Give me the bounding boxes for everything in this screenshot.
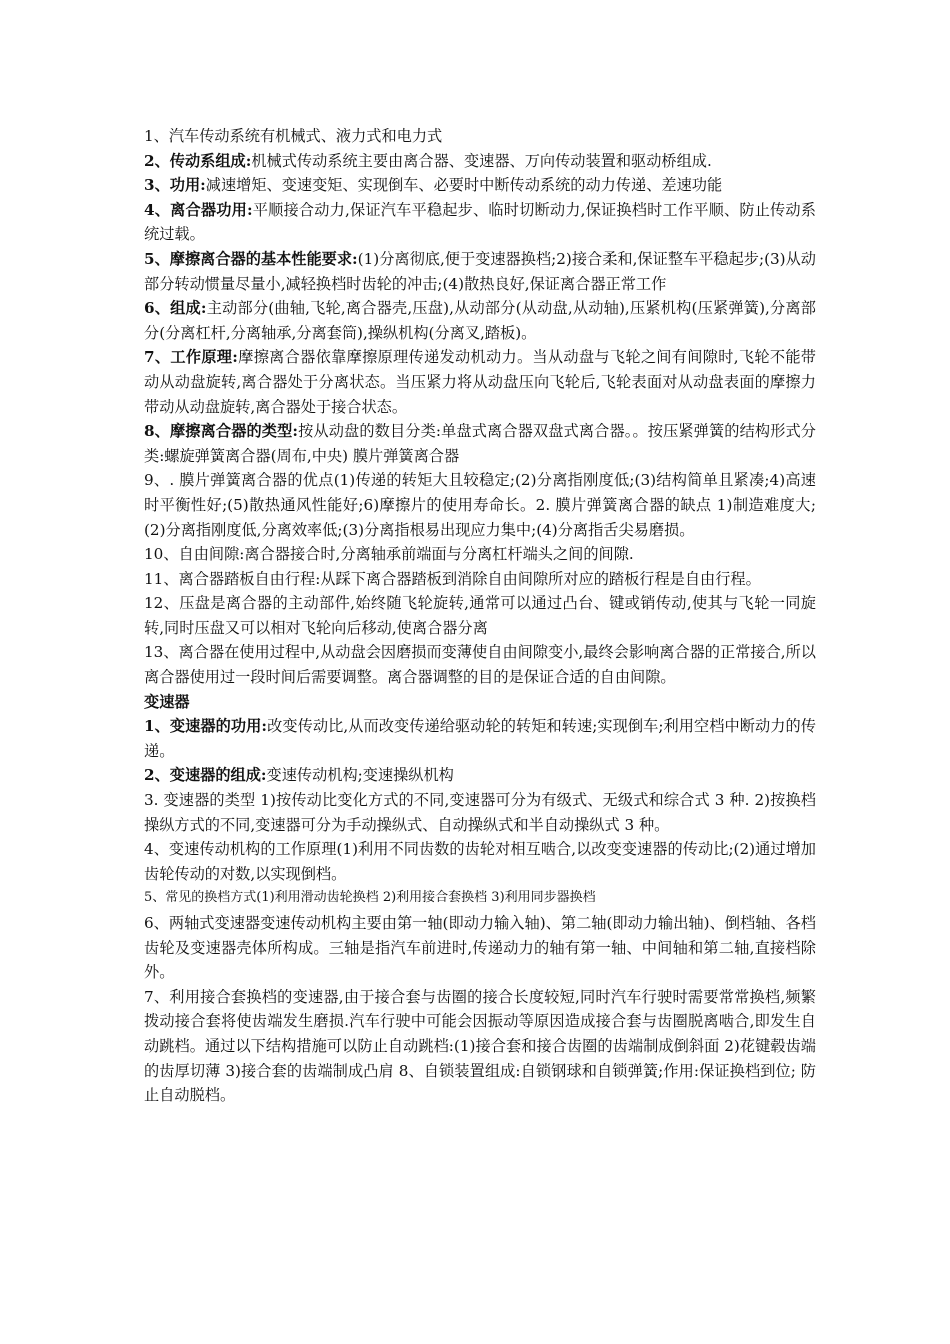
paragraph-2: 2、传动系组成:机械式传动系统主要由离合器、变速器、万向传动装置和驱动桥组成. [144,151,712,170]
paragraph-1: 1、汽车传动系统有机械式、液力式和电力式 [144,127,443,145]
paragraph-t3: 3. 变速器的类型 1)按传动比变化方式的不同,变速器可分为有级式、无级式和综合式 3 种. 2)按换档操纵方式的不同,变速器可分为手动操纵式、自动操纵式和半自动操纵式 3 种。 [144,791,816,834]
paragraph-4: 4、离合器功用:平顺接合动力,保证汽车平稳起步、临时切断动力,保证换档时工作平顺、防止传动系统过载。 [144,200,816,244]
paragraph-13: 13、离合器在使用过程中,从动盘会因磨损而变薄使自由间隙变小,最终会影响离合器的正常接合,所以离合器使用过一段时间后需要调整。离合器调整的目的是保证合适的自由间隙。 [144,643,816,687]
section-heading-transmission: 变速器 [144,692,190,711]
paragraph-t4: 4、变速传动机构的工作原理(1)利用不同齿数的齿轮对相互啮合,以改变变速器的传动比;(2)通过增加齿轮传动的对数,以实现倒档。 [144,840,816,883]
document-body [144,124,816,1108]
paragraph-6: 6、组成:主动部分(曲轴,飞轮,离合器壳,压盘),从动部分(从动盘,从动轴),压紧机构(压紧弹簧),分离部分(分离杠杆,分离轴承,分离套筒),操纵机构(分离叉,踏板)。 [144,299,816,342]
paragraph-t7: 7、利用接合套换档的变速器,由于接合套与齿圈的接合长度较短,同时汽车行驶时需要常常换档,频繁拨动接合套将使齿端发生磨损.汽车行驶中可能会因振动等原因造成接合套与齿圈脱离啮合,即发生自动跳档。通过以下结构措施可以防止自动跳档:(1)接合套和接合齿圈的齿端制成倒斜面 2)花键毂齿端的齿厚切薄 3)接合套的齿端制成凸肩 8、自锁装置组成:自锁钢球和自锁弹簧;作用:保证换档到位; 防止自动脱档。 [144,987,816,1105]
paragraph-t2: 2、变速器的组成:变速传动机构;变速操纵机构 [144,766,454,785]
paragraph-7: 7、工作原理:摩擦离合器依靠摩擦原理传递发动机动力。当从动盘与飞轮之间有间隙时,飞轮不能带动从动盘旋转,离合器处于分离状态。当压紧力将从动盘压向飞轮后,飞轮表面对从动盘表面的摩擦力带动从动盘旋转,离合器处于接合状态。 [144,348,816,416]
paragraph-3: 3、功用:减速增矩、变速变矩、实现倒车、必要时中断传动系统的动力传递、差速功能 [144,176,723,195]
paragraph-t1: 1、变速器的功用:改变传动比,从而改变传递给驱动轮的转矩和转速;实现倒车;利用空档中断动力的传递。 [144,717,816,760]
paragraph-12: 12、压盘是离合器的主动部件,始终随飞轮旋转,通常可以通过凸台、键或销传动,使其与飞轮一同旋转,同时压盘又可以相对飞轮向后移动,使离合器分离 [144,594,816,637]
paragraph-t5: 5、常见的换档方式(1)利用滑动齿轮换档 2)利用接合套换档 3)利用同步器换档 [144,890,596,906]
paragraph-9: 9、. 膜片弹簧离合器的优点(1)传递的转矩大且较稳定;(2)分离指刚度低;(3)结构简单且紧凑;4)高速时平衡性好;(5)散热通风性能好;6)摩擦片的使用寿命长。2. 膜片弹簧离合器的缺点 1)制造难度大;(2)分离指刚度低,分离效率低;(3)分离指根易出现应力集中;(4)分离指舌尖易磨损。 [144,471,816,539]
paragraph-11: 11、离合器踏板自由行程:从踩下离合器踏板到消除自由间隙所对应的踏板行程是自由行程。 [144,569,761,588]
paragraph-t6: 6、两轴式变速器变速传动机构主要由第一轴(即动力输入轴)、第二轴(即动力输出轴)、倒档轴、各档齿轮及变速器壳体所构成。三轴是指汽车前进时,传递动力的轴有第一轴、中间轴和第二轴,直接档除外。 [144,914,816,982]
paragraph-10: 10、自由间隙:离合器接合时,分离轴承前端面与分离杠杆端头之间的间隙. [144,545,634,564]
paragraph-5: 5、摩擦离合器的基本性能要求:(1)分离彻底,便于变速器换档;2)接合柔和,保证整车平稳起步;(3)从动部分转动惯量尽量小,减轻换档时齿轮的冲击;(4)散热良好,保证离合器正常工作 [144,249,816,293]
paragraph-8: 8、摩擦离合器的类型:按从动盘的数目分类:单盘式离合器双盘式离合器。。按压紧弹簧的结构形式分类:螺旋弹簧离合器(周布,中央) 膜片弹簧离合器 [144,422,816,465]
